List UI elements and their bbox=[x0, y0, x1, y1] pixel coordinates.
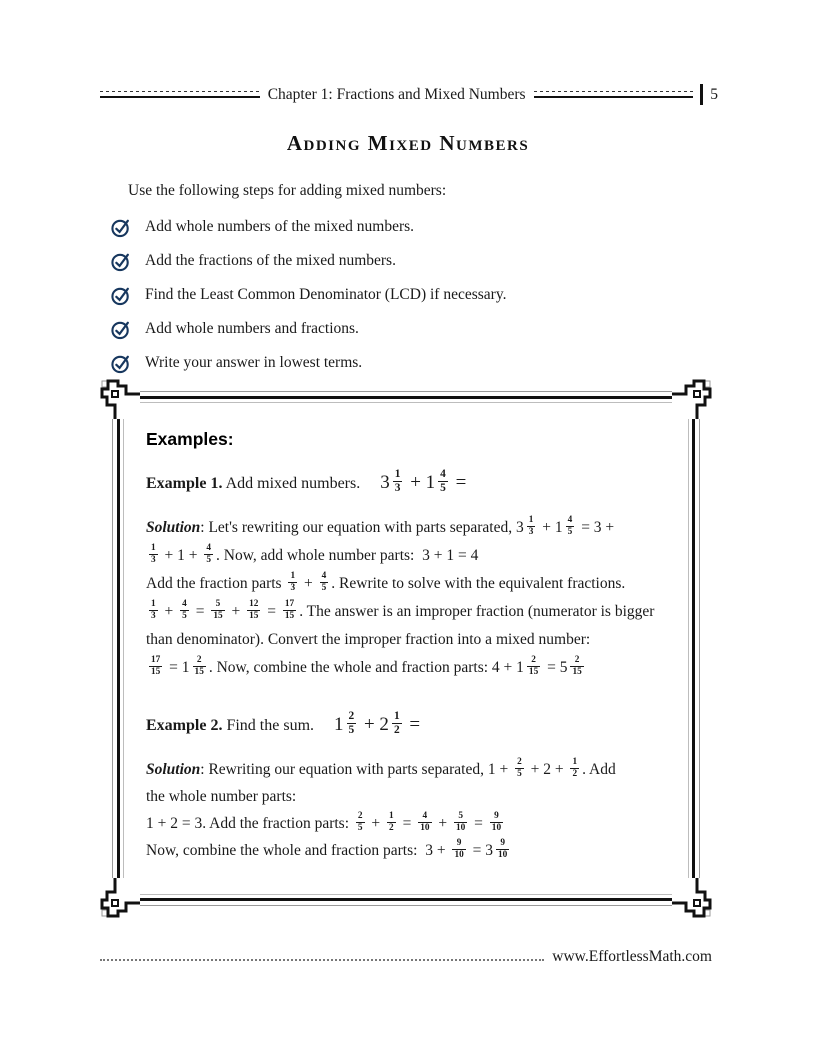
examples-box bbox=[112, 391, 700, 906]
examples-heading: Examples: bbox=[146, 429, 234, 449]
fraction: $\frac{2}{5}$ bbox=[348, 710, 355, 737]
fraction: $\frac{1}{2}$ bbox=[393, 710, 400, 737]
check-circle-icon bbox=[111, 285, 132, 306]
fraction: $\frac{1}{2}$ bbox=[572, 757, 578, 779]
header-rule-left bbox=[100, 91, 260, 98]
check-circle-icon bbox=[111, 353, 132, 374]
fraction: $\frac{1}{3}$ bbox=[151, 599, 156, 621]
fraction: $\frac{4}{5}$ bbox=[182, 599, 187, 621]
header-rule-right bbox=[534, 91, 694, 98]
example1-prompt: Add mixed numbers. bbox=[225, 474, 361, 492]
steps-checklist bbox=[111, 210, 506, 380]
chapter-title: Chapter 1: Fractions and Mixed Numbers bbox=[267, 85, 526, 103]
checklist-item-label: Add whole numbers of the mixed numbers. bbox=[145, 218, 415, 235]
fraction: $\frac{1}{2}$ bbox=[389, 811, 394, 833]
fraction: $\frac{4}{5}$ bbox=[321, 571, 327, 593]
page-footer bbox=[100, 948, 712, 966]
fraction: $\frac{17}{15}$ bbox=[284, 599, 295, 621]
checklist-item-label: Find the Least Common Denominator (LCD) if necessary. bbox=[145, 286, 507, 303]
checklist-item bbox=[111, 210, 506, 244]
fraction: $\frac{1}{3}$ bbox=[528, 515, 534, 537]
fraction: $\frac{1}{3}$ bbox=[394, 468, 401, 495]
example2-heading bbox=[146, 712, 674, 746]
fraction: $\frac{9}{10}$ bbox=[498, 838, 508, 860]
example2-solution: Solution: Rewriting our equation with parts separated, 1 + $\frac{2}{5}$ + 2 + $\frac{1}{2}$ . Add the whole number parts: 1 + 2 = 3. Add the fraction parts: $\frac{2}{5}$ + $\frac{1}{2}$ = $\frac{4}{10}$ + $\frac{5}{10}$ = $\frac{9}{10}$ Now, combine the whole and fraction parts: 3 + $\frac{9}{10}$ = 3 $\frac{9}{10}$ bbox=[146, 757, 616, 860]
greek-key-corner-icon bbox=[672, 878, 712, 918]
example2-prompt: Find the sum. bbox=[226, 716, 315, 734]
example2-label: Example 2. bbox=[146, 716, 223, 734]
fraction: $\frac{4}{10}$ bbox=[420, 811, 430, 833]
fraction: $\frac{12}{15}$ bbox=[249, 599, 259, 621]
fraction: $\frac{4}{5}$ bbox=[567, 515, 573, 537]
check-circle-icon bbox=[111, 217, 132, 238]
example1-solution: Solution: Let's rewriting our equation with parts separated, 3 $\frac{1}{3}$ + 1 $\frac{4}{5}$ = 3 + $\frac{1}{3}$ + 1 + $\frac{4}{5}$ . Now, add whole number parts: 3 + 1 = 4 Add the fraction parts $\frac{1}{3}$ + $\frac{4}{5}$ . Rewrite to solve with the equivalent fractions. $\frac{1}{3}$ + $\frac{4}{5}$ = $\frac{5}{15}$ + $\frac{12}{15}$ = $\frac{17}{15}$ . The answer is an improper fraction (numerator is bigger than denominator). Convert the improper fraction into a mixed number: $\frac{17}{15}$ = 1 $\frac{2}{15}$ . Now, combine the whole and fraction parts: 4 + 1 $\frac{2}{15}$ = 5 $\frac{2}{15}$ bbox=[146, 515, 655, 677]
check-circle-icon bbox=[111, 251, 132, 272]
fraction: $\frac{2}{15}$ bbox=[528, 655, 539, 677]
ornamental-frame bbox=[112, 391, 700, 906]
fraction: $\frac{1}{3}$ bbox=[290, 571, 296, 593]
greek-key-corner-icon bbox=[100, 379, 140, 419]
checklist-item bbox=[111, 346, 506, 380]
fraction: $\frac{1}{3}$ bbox=[151, 543, 156, 565]
fraction: $\frac{9}{10}$ bbox=[491, 811, 502, 833]
checklist-item-label: Write your answer in lowest terms. bbox=[145, 354, 363, 371]
page-header bbox=[100, 84, 718, 105]
fraction: $\frac{2}{15}$ bbox=[572, 655, 582, 677]
fraction: $\frac{2}{15}$ bbox=[194, 655, 204, 677]
checklist-item bbox=[111, 244, 506, 278]
fraction: $\frac{4}{5}$ bbox=[206, 543, 212, 565]
checklist-item bbox=[111, 312, 506, 346]
section-title: Adding Mixed Numbers bbox=[286, 131, 530, 155]
frame-inner-border bbox=[117, 396, 695, 901]
checklist-item-label: Add whole numbers and fractions. bbox=[145, 320, 359, 337]
fraction: $\frac{4}{5}$ bbox=[440, 468, 446, 495]
checklist-item-label: Add the fractions of the mixed numbers. bbox=[145, 252, 396, 269]
website-link[interactable]: www.EffortlessMath.com bbox=[552, 948, 712, 965]
page-number: 5 bbox=[710, 85, 719, 103]
fraction: $\frac{5}{15}$ bbox=[213, 599, 223, 621]
example1-heading bbox=[146, 470, 674, 504]
fraction: $\frac{2}{5}$ bbox=[517, 757, 522, 779]
example2-equation: 1 $\frac{2}{5}$ + 2 $\frac{1}{2}$ = bbox=[334, 710, 421, 737]
example1-equation: 3 $\frac{1}{3}$ + 1 $\frac{4}{5}$ = bbox=[380, 468, 467, 495]
example1-label: Example 1. bbox=[146, 474, 223, 492]
footer-dotted-rule bbox=[100, 959, 544, 961]
fraction: $\frac{5}{10}$ bbox=[456, 811, 466, 833]
intro-text: Use the following steps for adding mixed numbers: bbox=[128, 182, 447, 199]
fraction: $\frac{9}{10}$ bbox=[454, 838, 464, 860]
greek-key-corner-icon bbox=[100, 878, 140, 918]
checklist-item bbox=[111, 278, 506, 312]
check-circle-icon bbox=[111, 319, 132, 340]
fraction: $\frac{2}{5}$ bbox=[357, 811, 363, 833]
greek-key-corner-icon bbox=[672, 379, 712, 419]
frame-content bbox=[123, 402, 689, 895]
fraction: $\frac{17}{15}$ bbox=[151, 655, 161, 677]
